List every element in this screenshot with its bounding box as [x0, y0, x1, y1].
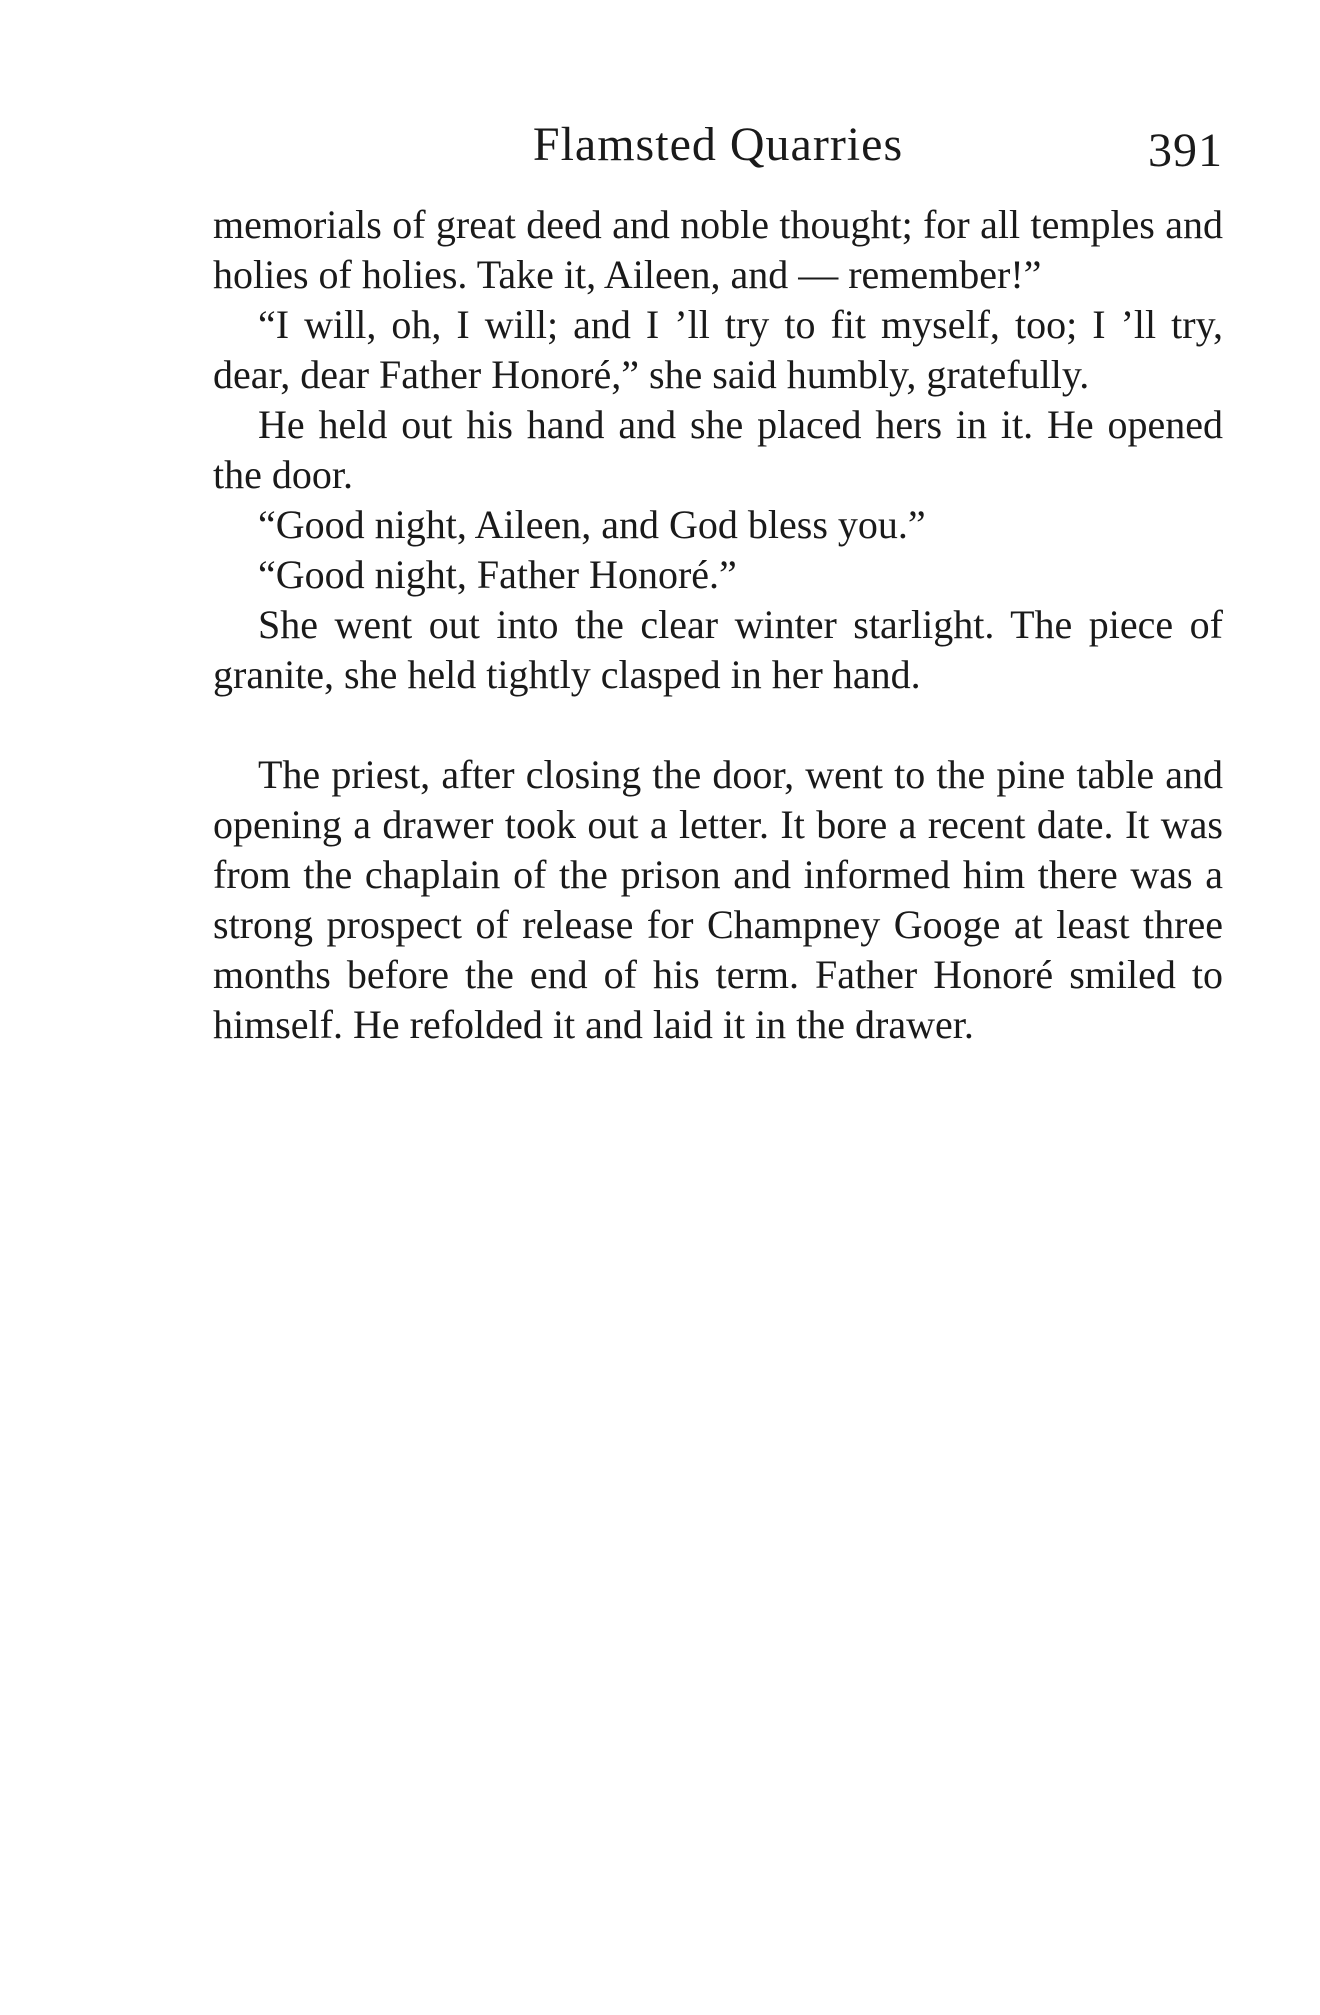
page-number: 391	[1148, 124, 1223, 177]
paragraph-good-night-aileen: “Good night, Aileen, and God bless you.”	[258, 502, 926, 547]
running-head	[213, 110, 1223, 180]
paragraph-starlight: She went out into the clear winter starlight. The piece of granite, she held tightly clasped in her hand.	[213, 602, 1223, 697]
running-title: Flamsted Quarries	[532, 118, 904, 171]
paragraph-opened-door: He held out his hand and she placed hers in it. He opened the door.	[213, 402, 1223, 497]
paragraph-good-night-father: “Good night, Father Honoré.”	[258, 552, 737, 597]
paragraph-continuation: memorials of great deed and noble thought; for all temples and holies of holies. Take it, Aileen, and — remember!”	[213, 202, 1223, 297]
paragraph-letter: The priest, after closing the door, went to the pine table and opening a drawer took out a letter. It bore a recent date. It was from the chaplain of the prison and informed him there was a strong prospect of release for Champney Googe at least three months before the end of his term. Father Honoré smiled to himself. He refolded it and laid it in the drawer.	[213, 752, 1223, 1047]
paragraph-aileen-promise: “I will, oh, I will; and I ’ll try to fit myself, too; I ’ll try, dear, dear Father Honoré,” she said humbly, gratefully.	[213, 302, 1223, 397]
body-text	[213, 200, 1223, 1050]
